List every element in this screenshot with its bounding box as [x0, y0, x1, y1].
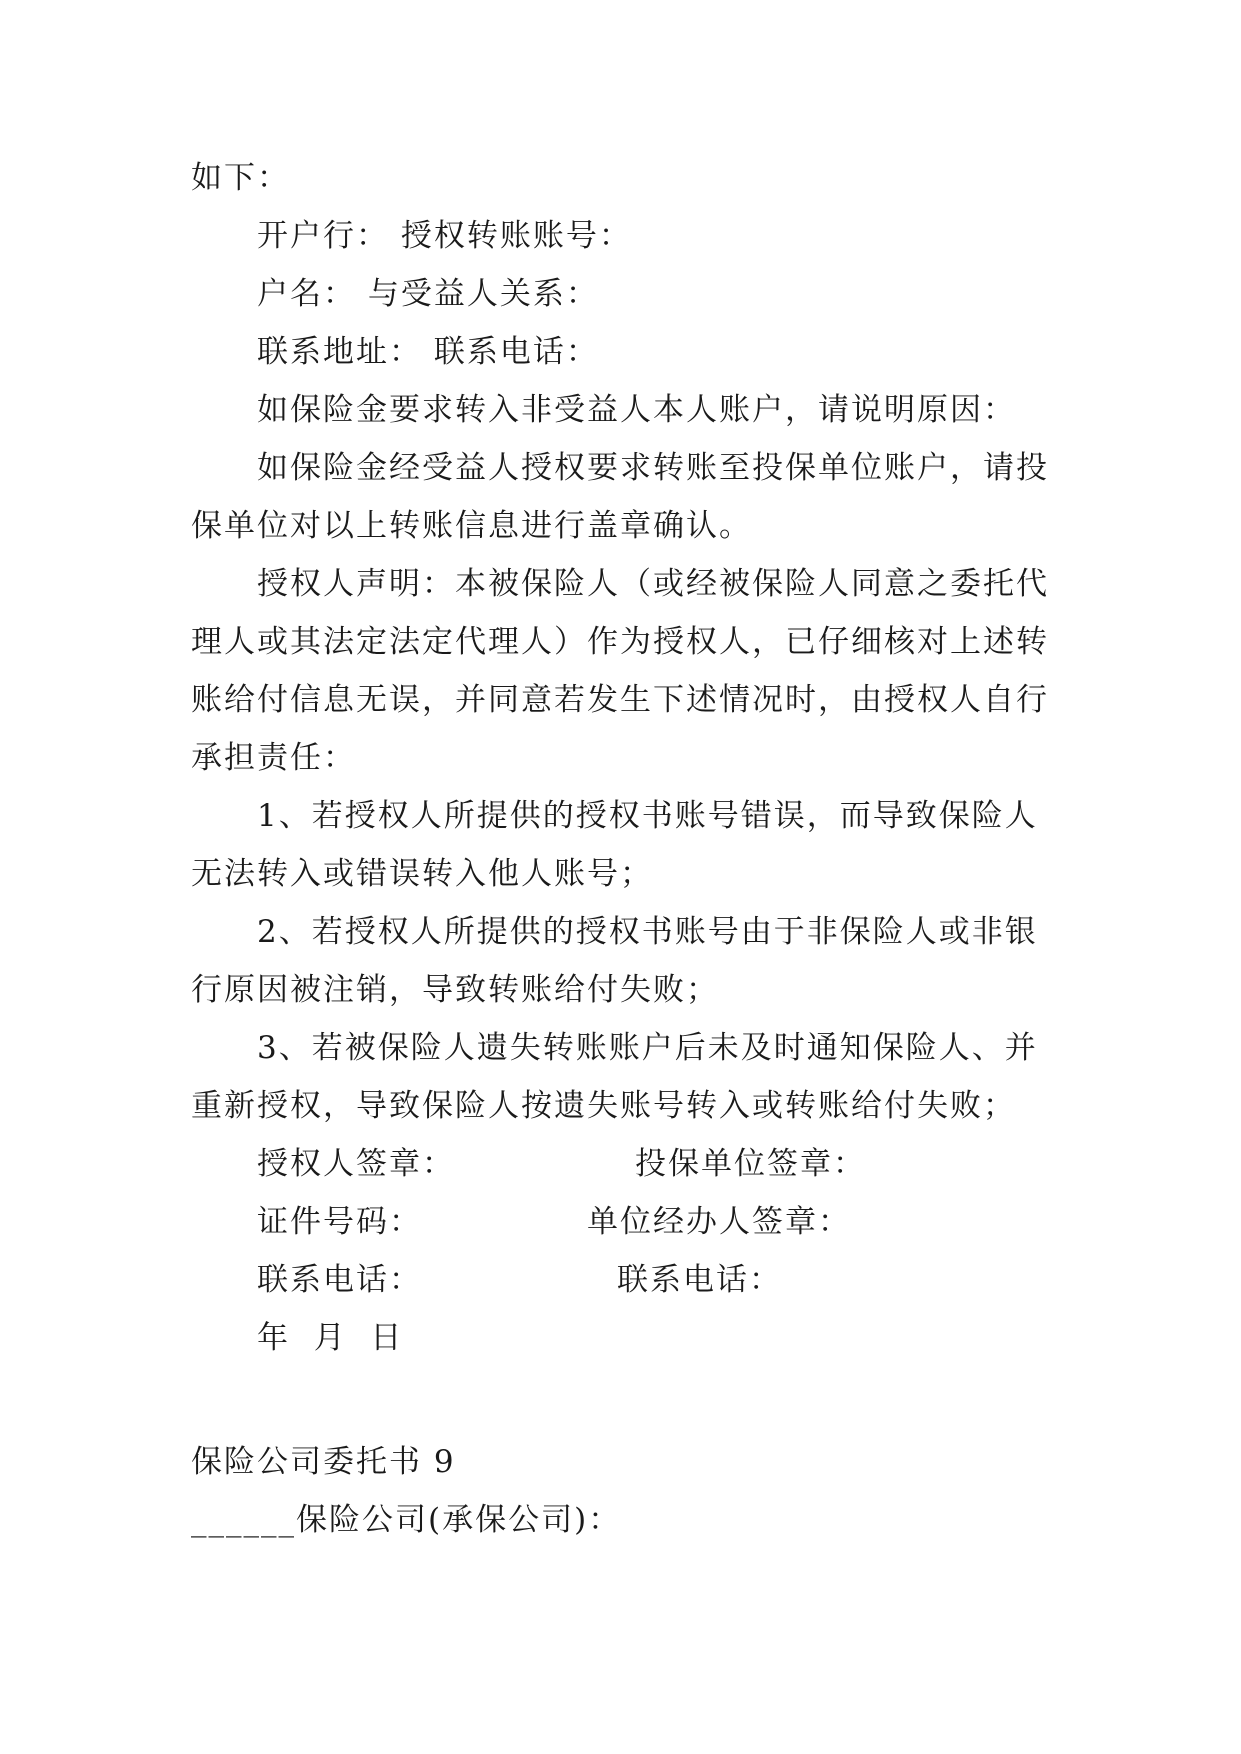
addressee-line: ______保险公司(承保公司)： [191, 1502, 622, 1538]
phone-left-label: 联系电话： [257, 1262, 422, 1298]
phone-right-label: 联系电话： [617, 1262, 782, 1298]
item-2-line-2: 行原因被注销，导致转账给付失败； [191, 972, 719, 1008]
phone-label: 联系电话： [433, 334, 599, 370]
grantor-sign-label: 授权人签章： [257, 1146, 455, 1182]
item-2-line-1: 2、若授权人所提供的授权书账号由于非保险人或非银 [257, 914, 1038, 950]
account-label: 授权转账账号： [400, 218, 632, 254]
date-line: 年 月 日 [257, 1320, 404, 1356]
intro-line: 如下： [191, 160, 290, 196]
relation-label: 与受益人关系： [367, 276, 599, 312]
item-3-line-2: 重新授权，导致保险人按遗失账号转入或转账给付失败； [191, 1088, 1016, 1124]
reason-paragraph: 如保险金要求转入非受益人本人账户，请说明原因： [257, 392, 1016, 428]
unit-paragraph-line-2: 保单位对以上转账信息进行盖章确认。 [191, 508, 752, 544]
bank-account-row [257, 216, 1117, 256]
address-label: 联系地址： [257, 334, 422, 370]
item-3-line-1: 3、若被保险人遗失转账账户后未及时通知保险人、并 [257, 1030, 1038, 1066]
handler-sign-label: 单位经办人签章： [587, 1204, 851, 1240]
id-number-label: 证件号码： [257, 1204, 422, 1240]
signature-row-3 [257, 1260, 1117, 1300]
name-relation-row [257, 274, 1117, 314]
address-phone-row [257, 332, 1117, 372]
account-name-label: 户名： [257, 276, 356, 312]
section-title: 保险公司委托书 9 [191, 1444, 456, 1480]
declaration-line-1: 授权人声明：本被保险人（或经被保险人同意之委托代 [257, 566, 1049, 602]
item-1-line-2: 无法转入或错误转入他人账号； [191, 856, 653, 892]
unit-sign-label: 投保单位签章： [635, 1146, 866, 1182]
signature-row-2 [257, 1202, 1117, 1242]
bank-label: 开户行： [257, 218, 389, 254]
signature-row-1 [257, 1144, 1117, 1184]
declaration-line-3: 账给付信息无误，并同意若发生下述情况时，由授权人自行 [191, 682, 1049, 718]
unit-paragraph-line-1: 如保险金经受益人授权要求转账至投保单位账户，请投 [257, 450, 1049, 486]
declaration-line-4: 承担责任： [191, 740, 356, 776]
declaration-line-2: 理人或其法定法定代理人）作为授权人，已仔细核对上述转 [191, 624, 1049, 660]
item-1-line-1: 1、若授权人所提供的授权书账号错误，而导致保险人 [257, 798, 1038, 834]
